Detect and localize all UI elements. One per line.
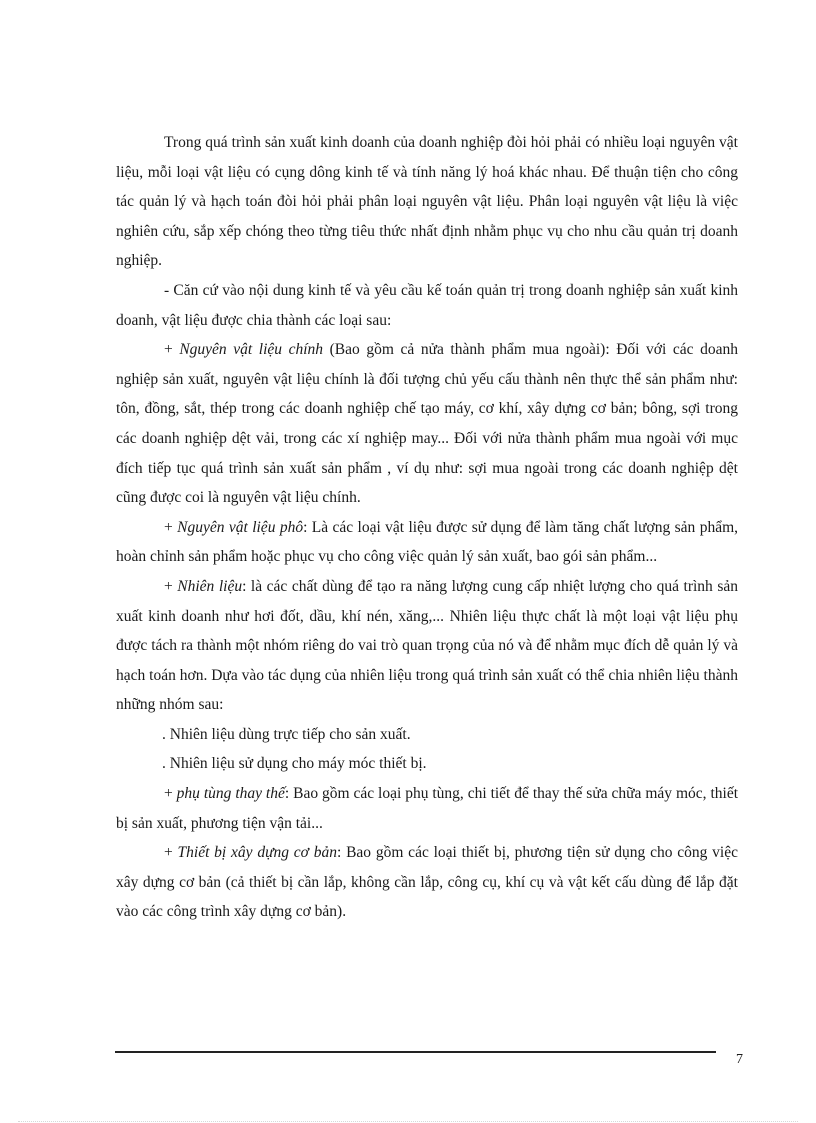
auxiliary-materials-text: : Là các loại vật liệu được sử dụng để làm tăng chất lượng sản phẩm, hoàn chỉnh sản phẩm hoặc phục vụ cho công việc quản lý sản xuất, bao gói sản phẩm... xyxy=(116,518,738,566)
term-spare-parts: phụ tùng thay thế xyxy=(176,785,285,803)
term-construction-equipment: Thiết bị xây dựng cơ bản xyxy=(177,844,337,862)
main-materials-text: (Bao gồm cả nửa thành phẩm mua ngoài): Đối với các doanh nghiệp sản xuất, nguyên vật liệu chính là đối tượng chủ yếu cấu thành nên thực thể sản phẩm như: tôn, đồng, sắt, thép trong các doanh nghiệp chế tạo máy, cơ khí, xây dựng cơ bản; bông, sợi trong các doanh nghiệp dệt vải, trong các xí nghiệp may... Đối với nửa thành phẩm mua ngoài với mục đích tiếp tục quá trình sản xuất sản phẩm , ví dụ như: sợi mua ngoài trong các doanh nghiệp dệt cũng được coi là nguyên vật liệu chính. xyxy=(116,341,738,507)
construction-equipment-text: : Bao gồm các loại thiết bị, phương tiện sử dụng cho công việc xây dựng cơ bản (cả thiết bị cần lắp, không cần lắp, công cụ, khí cụ và vật kết cấu dùng để lắp đặt vào các công trình xây dựng cơ bản). xyxy=(116,844,738,921)
paragraph-classification: - Căn cứ vào nội dung kinh tế và yêu cầu kế toán quản trị trong doanh nghiệp sản xuất kinh doanh, vật liệu được chia thành các loại sau: xyxy=(116,281,738,329)
term-main-materials: Nguyên vật liệu chính xyxy=(179,341,324,359)
term-auxiliary-materials: Nguyên vật liệu phô xyxy=(177,518,304,536)
bullet-prefix: + xyxy=(164,844,178,862)
page-bottom-border xyxy=(18,1121,798,1122)
page-number: 7 xyxy=(736,1052,743,1067)
paragraph-main-materials xyxy=(116,335,738,513)
document-body xyxy=(116,128,738,927)
paragraph-fuel xyxy=(116,572,738,720)
paragraph-spare-parts xyxy=(116,779,738,838)
spare-parts-text: : Bao gồm các loại phụ tùng, chi tiết để thay thế sửa chữa máy móc, thiết bị sản xuất, phương tiện vận tải... xyxy=(116,785,738,832)
bullet-prefix: + xyxy=(164,577,178,595)
list-item-fuel-machines: . Nhiên liệu sử dụng cho máy móc thiết bị. xyxy=(162,755,427,773)
bullet-prefix: + xyxy=(164,785,177,803)
bullet-prefix: + xyxy=(164,518,178,536)
paragraph-construction-equipment xyxy=(116,838,738,927)
paragraph-intro: Trong quá trình sản xuất kinh doanh của doanh nghiệp đòi hỏi phải có nhiều loại nguyên vật liệu, mỗi loại vật liệu có cụng dông kinh tế và tính năng lý hoá khác nhau. Để thuận tiện cho công tác quản lý và hạch toán đòi hỏi phải phân loại nguyên vật liệu. Phân loại nguyên vật liệu là việc nghiên cứu, sắp xếp chóng theo từng tiêu thức nhất định nhằm phục vụ cho nhu cầu quản trị doanh nghiệp. xyxy=(116,134,738,270)
list-item-fuel-direct: . Nhiên liệu dùng trực tiếp cho sản xuất. xyxy=(162,725,411,743)
paragraph-auxiliary-materials xyxy=(116,513,738,572)
bullet-prefix: + xyxy=(164,341,180,359)
fuel-text: : là các chất dùng để tạo ra năng lượng cung cấp nhiệt lượng cho quá trình sản xuất kinh doanh như hơi đốt, dầu, khí nén, xăng,... Nhiên liệu thực chất là một loại vật liệu phụ được tách ra thành một nhóm riêng do vai trò quan trọng của nó và để nhằm mục đích dễ quản lý và hạch toán hơn. Dựa vào tác dụng của nhiên liệu trong quá trình sản xuất có thể chia nhiên liệu thành những nhóm sau: xyxy=(116,577,738,714)
footer-rule xyxy=(115,1051,716,1053)
term-fuel: Nhiên liệu xyxy=(177,577,243,595)
